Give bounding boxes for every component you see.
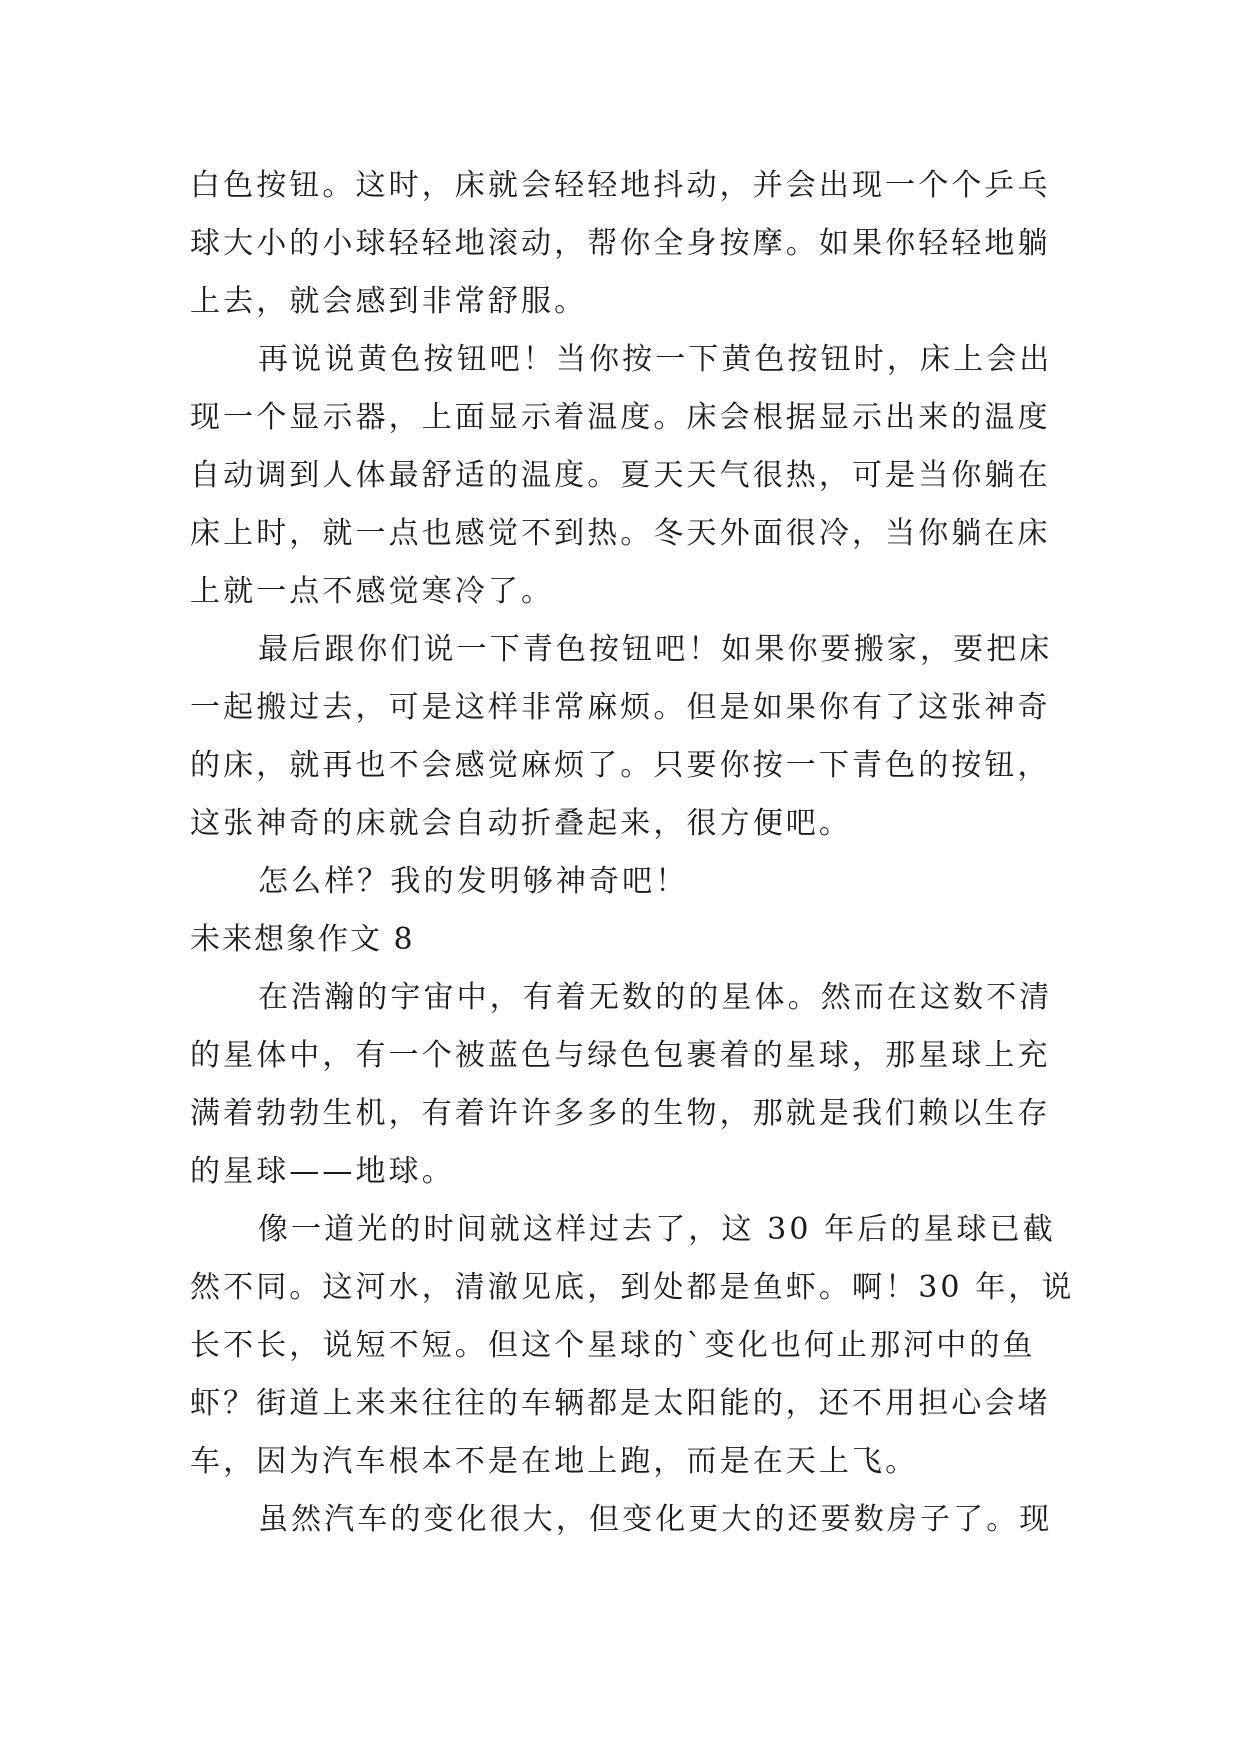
text-line: 上就一点不感觉寒冷了。	[190, 574, 555, 609]
text-line: 一起搬过去，可是这样非常麻烦。但是如果你有了这张神奇	[190, 690, 1051, 725]
text-line: 的床，就再也不会感觉麻烦了。只要你按一下青色的按钮，	[190, 748, 1051, 783]
paragraph-start-line: 最后跟你们说一下青色按钮吧！如果你要搬家，要把床	[258, 632, 1053, 667]
text-line: 虾？街道上来来往往的车辆都是太阳能的，还不用担心会堵	[190, 1386, 1051, 1421]
document-body	[190, 157, 1075, 1549]
text-line: 床上时，就一点也感觉不到热。冬天外面很冷，当你躺在床	[190, 516, 1051, 551]
text-line: 然不同。这河水，清澈见底，到处都是鱼虾。啊！30 年，说	[190, 1270, 1075, 1305]
text-line: 车，因为汽车根本不是在地上跑，而是在天上飞。	[190, 1444, 919, 1479]
text-line: 白色按钮。这时，床就会轻轻地抖动，并会出现一个个乒乓	[190, 168, 1051, 203]
text-line: 长不长，说短不短。但这个星球的`变化也何止那河中的鱼	[190, 1328, 1036, 1363]
text-line: 这张神奇的床就会自动折叠起来，很方便吧。	[190, 806, 852, 841]
text-line: 现一个显示器，上面显示着温度。床会根据显示出来的温度	[190, 400, 1051, 435]
text-line: 的星球——地球。	[190, 1154, 455, 1189]
text-line: 上去，就会感到非常舒服。	[190, 284, 588, 319]
paragraph-start-line: 怎么样？我的发明够神奇吧！	[258, 864, 689, 899]
text-line: 满着勃勃生机，有着许许多多的生物，那就是我们赖以生存	[190, 1096, 1051, 1131]
section-heading: 未来想象作文 8	[190, 922, 415, 957]
text-line: 球大小的小球轻轻地滚动，帮你全身按摩。如果你轻轻地躺	[190, 226, 1051, 261]
text-line: 自动调到人体最舒适的温度。夏天天气很热，可是当你躺在	[190, 458, 1051, 493]
paragraph-start-line: 像一道光的时间就这样过去了，这 30 年后的星球已截	[258, 1212, 1056, 1247]
text-line: 的星体中，有一个被蓝色与绿色包裹着的星球，那星球上充	[190, 1038, 1051, 1073]
paragraph-start-line: 在浩瀚的宇宙中，有着无数的的星体。然而在这数不清	[258, 980, 1053, 1015]
paragraph-start-line: 虽然汽车的变化很大，但变化更大的还要数房子了。现	[258, 1502, 1053, 1537]
paragraph-start-line: 再说说黄色按钮吧！当你按一下黄色按钮时，床上会出	[258, 342, 1053, 377]
